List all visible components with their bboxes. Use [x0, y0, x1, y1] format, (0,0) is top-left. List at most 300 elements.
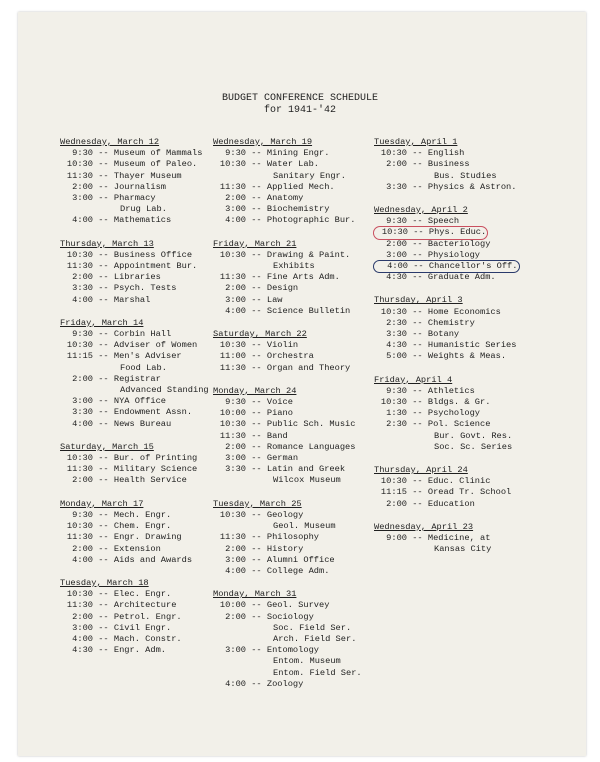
entry-time: 10:30 — [66, 249, 93, 260]
entry-time: 9:30 — [225, 148, 246, 159]
schedule-entry: 11:15 -- Men's Adviser — [60, 351, 209, 362]
entry-time: 2:00 — [72, 543, 93, 554]
schedule-entry: 11:30 -- Architecture — [60, 600, 209, 611]
schedule-entry: 2:00 -- Registrar — [60, 374, 209, 385]
schedule-entry: 11:30 -- Band — [213, 431, 362, 442]
schedule-entry: 10:30 -- Geology — [213, 510, 362, 521]
entry-time: 4:00 — [72, 633, 93, 644]
entry-time: 9:30 — [386, 216, 407, 227]
entry-time: 10:00 — [219, 408, 246, 419]
entry-department: Physiology — [427, 249, 480, 260]
schedule-entry: 2:00 -- Anatomy — [213, 193, 362, 204]
entry-time: 3:30 — [225, 464, 246, 475]
entry-department: Law — [266, 294, 283, 305]
entry-time: 2:00 — [72, 611, 93, 622]
entry-department-continued: Geol. Museum — [273, 521, 336, 532]
entry-department: Business Office — [113, 249, 193, 260]
entry-department: Engr. Drawing — [113, 532, 182, 543]
schedule-entry: 10:30 -- Home Economics — [374, 307, 519, 318]
entry-department: Endowment Assn. — [113, 407, 193, 418]
entry-department: Anatomy — [266, 193, 304, 204]
schedule-entry: 4:00 -- Photographic Bur. — [213, 215, 362, 226]
schedule-entry: 2:00 -- Design — [213, 283, 362, 294]
day-heading-text: Friday, March 14 — [60, 317, 144, 328]
day-heading-text: Friday, March 21 — [213, 238, 297, 249]
entry-department: Pol. Science — [427, 419, 491, 430]
entry-time: 11:15 — [380, 487, 407, 498]
day-heading-text: Tuesday, March 18 — [60, 577, 149, 588]
schedule-entry: 5:00 -- Weights & Meas. — [374, 351, 519, 362]
entry-time: 3:00 — [72, 622, 93, 633]
schedule-entry: 3:30 -- Physics & Astron. — [374, 182, 519, 193]
entry-time: 10:30 — [66, 453, 93, 464]
title-line-2: for 1941-'42 — [263, 105, 336, 116]
entry-time: 4:00 — [72, 418, 93, 429]
day-heading-text: Thursday, April 24 — [374, 465, 468, 476]
schedule-entry: 10:00 -- Piano — [213, 408, 362, 419]
day-heading — [213, 137, 362, 148]
schedule-entry: 2:00 -- History — [213, 544, 362, 555]
schedule-title — [0, 93, 600, 117]
schedule-entry: 2:00 -- Bacteriology — [374, 239, 519, 250]
entry-department: Sociology — [266, 611, 314, 622]
schedule-entry: 3:30 -- Latin and Greek — [213, 464, 362, 475]
schedule-entry: 2:00 -- Libraries — [60, 272, 209, 283]
schedule-entry: 2:30 -- Pol. Science — [374, 419, 519, 430]
schedule-entry: 10:30 -- Violin — [213, 340, 362, 351]
entry-department: Mining Engr. — [266, 148, 330, 159]
entry-department: Medicine, at — [427, 533, 491, 544]
entry-time: 9:30 — [72, 329, 93, 340]
entry-department: Geology — [266, 509, 304, 520]
day-block — [374, 375, 519, 453]
entry-department: Graduate Adm. — [427, 272, 496, 283]
entry-time: 10:30 — [219, 419, 246, 430]
entry-department: Marshal — [113, 294, 151, 305]
entry-time: 4:00 — [72, 215, 93, 226]
entry-time: 9:00 — [386, 533, 407, 544]
day-heading-text: Wednesday, March 19 — [213, 137, 313, 147]
entry-time: 10:30 — [380, 148, 407, 159]
schedule-entry: 3:00 -- Law — [213, 295, 362, 306]
entry-time: 10:30 — [381, 227, 408, 238]
schedule-entry: 11:30 -- Engr. Drawing — [60, 532, 209, 543]
entry-department: Bur. of Printing — [113, 453, 198, 464]
day-block — [60, 442, 209, 487]
entry-time: 3:00 — [225, 294, 246, 305]
schedule-entry: 4:00 -- College Adm. — [213, 566, 362, 577]
entry-department: Zoology — [266, 678, 304, 689]
schedule-entry: 2:00 -- Petrol. Engr. — [60, 612, 209, 623]
entry-department: Design — [266, 283, 299, 294]
entry-time: 10:30 — [219, 340, 246, 351]
entry-department: Alumni Office — [266, 554, 335, 565]
entry-department-continued: Wilcox Museum — [273, 475, 341, 486]
schedule-column-3 — [374, 137, 519, 568]
entry-department: Mech. Engr. — [113, 509, 172, 520]
entry-department: Physics & Astron. — [427, 181, 517, 192]
entry-department: Elec. Engr. — [113, 589, 172, 600]
schedule-entry: 11:30 -- Appointment Bur. — [60, 261, 209, 272]
entry-department: Water Lab. — [266, 159, 319, 170]
schedule-column-2 — [213, 137, 362, 702]
entry-time: 2:00 — [386, 159, 407, 170]
day-heading-text: Thursday, April 3 — [374, 295, 463, 306]
entry-department: Chancellor's Off. — [428, 261, 518, 272]
day-heading-text: Wednesday, April 23 — [374, 521, 474, 532]
entry-time: 4:00 — [72, 554, 93, 565]
day-block — [213, 239, 362, 317]
schedule-entry: 4:30 -- Graduate Adm. — [374, 272, 519, 283]
entry-department: Thayer Museum — [113, 170, 182, 181]
entry-department-continued: Kansas City — [434, 544, 492, 555]
entry-department: Business — [427, 159, 470, 170]
entry-department: Piano — [266, 408, 293, 419]
schedule-entry: 4:00 -- News Bureau — [60, 419, 209, 430]
schedule-entry: 3:00 -- Alumni Office — [213, 555, 362, 566]
schedule-entry: 4:00 -- Marshal — [60, 295, 209, 306]
entry-department-continued: Bur. Govt. Res. — [434, 430, 513, 441]
schedule-entry: 2:00 -- Health Service — [60, 475, 209, 486]
day-heading — [374, 295, 519, 306]
day-heading — [213, 589, 362, 600]
schedule-entry: 3:30 -- Botany — [374, 329, 519, 340]
entry-time: 11:30 — [219, 532, 246, 543]
entry-department: Voice — [266, 397, 293, 408]
schedule-entry: 4:00 -- Mach. Constr. — [60, 634, 209, 645]
entry-time: 2:30 — [386, 419, 407, 430]
entry-department-continued: Food Lab. — [120, 362, 167, 373]
day-heading-text: Monday, March 17 — [60, 498, 144, 509]
schedule-entry: 11:15 -- Oread Tr. School — [374, 487, 519, 498]
day-block — [60, 318, 209, 430]
schedule-entry: 11:30 -- Fine Arts Adm. — [213, 272, 362, 283]
schedule-entry: 11:30 -- Military Science — [60, 464, 209, 475]
entry-department: Botany — [427, 329, 460, 340]
entry-department: Mathematics — [113, 215, 172, 226]
schedule-entry: 3:00 -- Entomology — [213, 645, 362, 656]
entry-department: Museum of Mammals — [113, 148, 203, 159]
entry-department: Mach. Constr. — [113, 633, 182, 644]
entry-time: 11:30 — [66, 464, 93, 475]
entry-time: 4:30 — [72, 645, 93, 656]
entry-time: 9:30 — [72, 148, 93, 159]
entry-department: Weights & Meas. — [427, 351, 507, 362]
day-heading — [60, 239, 209, 250]
blue-circle-mark: 4:00 -- Chancellor's Off. — [374, 261, 519, 272]
entry-department-continued: Advanced Standing — [120, 385, 209, 396]
schedule-entry: 10:30 -- Bldgs. & Gr. — [374, 397, 519, 408]
entry-time: 11:30 — [219, 430, 246, 441]
schedule-entry: 4:00 -- Mathematics — [60, 215, 209, 226]
day-heading-text: Tuesday, March 25 — [213, 498, 302, 509]
schedule-entry: 4:30 -- Engr. Adm. — [60, 645, 209, 656]
entry-department: German — [266, 453, 299, 464]
entry-department-continued: Exhibits — [273, 261, 315, 272]
entry-department: Band — [266, 430, 288, 441]
schedule-entry: 2:00 -- Business — [374, 159, 519, 170]
entry-time: 4:00 — [225, 305, 246, 316]
day-heading-text: Wednesday, March 12 — [60, 137, 160, 147]
day-block — [213, 329, 362, 374]
day-block — [60, 499, 209, 566]
schedule-entry: 2:00 -- Sociology — [213, 612, 362, 623]
day-heading — [60, 499, 209, 510]
day-block — [374, 465, 519, 510]
schedule-entry: 10:30 -- Water Lab. — [213, 159, 362, 170]
schedule-entry: 4:00 -- Science Bulletin — [213, 306, 362, 317]
day-heading-text: Saturday, March 15 — [60, 441, 154, 452]
schedule-entry: 9:30 -- Speech — [374, 216, 519, 227]
entry-department: Drawing & Paint. — [266, 249, 351, 260]
entry-time: 3:30 — [72, 407, 93, 418]
entry-department-continued: Sanitary Engr. — [273, 170, 346, 181]
schedule-entry: 3:00 -- Pharmacy — [60, 193, 209, 204]
schedule-entry: 4:00 -- Aids and Awards — [60, 555, 209, 566]
schedule-entry: 3:00 -- Biochemistry — [213, 204, 362, 215]
day-heading — [374, 465, 519, 476]
entry-department: Health Service — [113, 475, 187, 486]
schedule-entry: 11:30 -- Applied Mech. — [213, 182, 362, 193]
schedule-entry: 3:00 -- German — [213, 453, 362, 464]
entry-department: Museum of Paleo. — [113, 159, 198, 170]
entry-department: Speech — [427, 216, 460, 227]
day-heading — [60, 442, 209, 453]
entry-time: 11:30 — [66, 600, 93, 611]
schedule-entry: 10:30 -- Chem. Engr. — [60, 521, 209, 532]
entry-time: 11:30 — [219, 181, 246, 192]
entry-department: News Bureau — [113, 418, 172, 429]
day-heading — [60, 318, 209, 329]
entry-time: 10:30 — [219, 249, 246, 260]
schedule-column-1 — [60, 137, 209, 668]
entry-department: Corbin Hall — [113, 329, 172, 340]
entry-department: Bldgs. & Gr. — [427, 397, 491, 408]
entry-time: 3:00 — [386, 249, 407, 260]
schedule-entry: 3:00 -- NYA Office — [60, 396, 209, 407]
day-heading — [60, 578, 209, 589]
schedule-entry: 3:00 -- Physiology — [374, 250, 519, 261]
schedule-entry: 10:30 -- Bur. of Printing — [60, 453, 209, 464]
schedule-entry: 10:30 -- Elec. Engr. — [60, 589, 209, 600]
entry-department: Organ and Theory — [266, 362, 351, 373]
entry-department: Engr. Adm. — [113, 645, 166, 656]
schedule-entry: 9:30 -- Athletics — [374, 386, 519, 397]
entry-department: Oread Tr. School — [427, 487, 512, 498]
entry-department: Extension — [113, 543, 161, 554]
schedule-entry: 3:30 -- Endowment Assn. — [60, 407, 209, 418]
entry-department: Orchestra — [266, 351, 314, 362]
entry-department-continued: Arch. Field Ser. — [273, 633, 357, 644]
entry-department: Education — [427, 498, 475, 509]
entry-department: Entomology — [266, 645, 319, 656]
day-heading — [213, 386, 362, 397]
entry-department: Science Bulletin — [266, 305, 351, 316]
entry-time: 4:30 — [386, 340, 407, 351]
schedule-entry: 4:30 -- Humanistic Series — [374, 340, 519, 351]
entry-department: Biochemistry — [266, 204, 330, 215]
entry-time: 3:00 — [225, 453, 246, 464]
schedule-entry: 11:00 -- Orchestra — [213, 351, 362, 362]
schedule-entry: 9:30 -- Museum of Mammals — [60, 148, 209, 159]
day-block — [374, 522, 519, 556]
day-heading — [374, 137, 519, 148]
day-block — [213, 589, 362, 690]
entry-time: 4:00 — [387, 261, 408, 272]
entry-time: 2:00 — [386, 238, 407, 249]
entry-time: 2:00 — [225, 283, 246, 294]
day-heading-text: Monday, March 31 — [213, 589, 297, 600]
entry-department: NYA Office — [113, 396, 166, 407]
entry-department: Applied Mech. — [266, 181, 335, 192]
entry-department: Home Economics — [427, 306, 501, 317]
entry-department: College Adm. — [266, 565, 330, 576]
day-block — [374, 205, 519, 283]
entry-department: Violin — [266, 340, 299, 351]
entry-department: Men's Adviser — [113, 351, 182, 362]
entry-time: 2:00 — [72, 373, 93, 384]
entry-time: 2:00 — [72, 272, 93, 283]
entry-department: Athletics — [427, 385, 475, 396]
schedule-entry: 9:30 -- Mining Engr. — [213, 148, 362, 159]
schedule-entry: 2:30 -- Chemistry — [374, 318, 519, 329]
day-heading — [374, 522, 519, 533]
entry-time: 11:30 — [66, 532, 93, 543]
entry-department: English — [427, 148, 465, 159]
entry-department-continued: Soc. Sc. Series — [434, 441, 513, 452]
entry-time: 2:00 — [72, 475, 93, 486]
schedule-entry: 9:30 -- Corbin Hall — [60, 329, 209, 340]
entry-time: 3:30 — [386, 329, 407, 340]
schedule-entry: 3:30 -- Psych. Tests — [60, 283, 209, 294]
schedule-entry: 11:30 -- Philosophy — [213, 532, 362, 543]
entry-department: Petrol. Engr. — [113, 611, 182, 622]
entry-time: 3:00 — [225, 645, 246, 656]
entry-time: 10:00 — [219, 600, 246, 611]
day-heading — [213, 239, 362, 250]
entry-department: Photographic Bur. — [266, 215, 356, 226]
entry-time: 2:00 — [386, 498, 407, 509]
entry-time: 4:00 — [72, 294, 93, 305]
schedule-entry: 10:30 -- Educ. Clinic — [374, 476, 519, 487]
entry-department: Romance Languages — [266, 441, 356, 452]
entry-department: Public Sch. Music — [266, 419, 356, 430]
entry-department-continued: Entom. Field Ser. — [273, 667, 362, 678]
schedule-entry — [374, 261, 519, 272]
schedule-entry: 10:30 -- Adviser of Women — [60, 340, 209, 351]
red-circle-mark: 10:30 -- Phys. Educ. — [374, 227, 487, 238]
entry-time: 4:30 — [386, 272, 407, 283]
entry-department: Aids and Awards — [113, 554, 193, 565]
entry-department: Pharmacy — [113, 193, 156, 204]
entry-time: 1:30 — [386, 408, 407, 419]
schedule-entry: 10:30 -- Public Sch. Music — [213, 419, 362, 430]
entry-department: Registrar — [113, 373, 161, 384]
entry-department: Adviser of Women — [113, 340, 198, 351]
schedule-entry: 11:30 -- Organ and Theory — [213, 363, 362, 374]
day-block — [60, 239, 209, 306]
entry-department: Fine Arts Adm. — [266, 272, 340, 283]
schedule-entry: 3:00 -- Civil Engr. — [60, 623, 209, 634]
entry-department: Military Science — [113, 464, 198, 475]
entry-department: Educ. Clinic — [427, 476, 491, 487]
day-heading — [60, 137, 209, 148]
entry-department: Civil Engr. — [113, 622, 172, 633]
entry-time: 2:30 — [386, 317, 407, 328]
entry-department: Philosophy — [266, 532, 319, 543]
schedule-entry: 9:30 -- Mech. Engr. — [60, 510, 209, 521]
entry-department: Journalism — [113, 181, 166, 192]
entry-time: 11:30 — [219, 362, 246, 373]
schedule-entry: 9:30 -- Voice — [213, 397, 362, 408]
day-heading-text: Thursday, March 13 — [60, 238, 154, 249]
day-block — [213, 499, 362, 577]
entry-time: 10:30 — [380, 397, 407, 408]
entry-time: 5:00 — [386, 351, 407, 362]
day-heading — [374, 375, 519, 386]
entry-department: Latin and Greek — [266, 464, 346, 475]
entry-time: 3:00 — [72, 396, 93, 407]
day-block — [60, 578, 209, 656]
day-heading-text: Friday, April 4 — [374, 374, 453, 385]
entry-time: 10:30 — [66, 589, 93, 600]
day-heading-text: Wednesday, April 2 — [374, 205, 468, 216]
schedule-entry: 10:30 -- Business Office — [60, 250, 209, 261]
entry-time: 10:30 — [380, 306, 407, 317]
entry-department: Chemistry — [427, 317, 475, 328]
schedule-entry: 10:30 -- Museum of Paleo. — [60, 159, 209, 170]
entry-department: Architecture — [113, 600, 177, 611]
entry-time: 11:30 — [66, 170, 93, 181]
schedule-entry — [374, 227, 519, 238]
entry-time: 10:30 — [380, 476, 407, 487]
entry-time: 10:30 — [219, 159, 246, 170]
day-heading — [213, 329, 362, 340]
entry-time: 9:30 — [386, 385, 407, 396]
day-heading-text: Monday, March 24 — [213, 385, 297, 396]
entry-time: 10:30 — [66, 521, 93, 532]
day-block — [60, 137, 209, 227]
entry-time: 3:00 — [72, 193, 93, 204]
schedule-entry: 10:00 -- Geol. Survey — [213, 600, 362, 611]
entry-department: Appointment Bur. — [113, 261, 198, 272]
entry-time: 2:00 — [225, 611, 246, 622]
entry-department: Humanistic Series — [427, 340, 517, 351]
entry-department: Psych. Tests — [113, 283, 177, 294]
entry-department-continued: Soc. Field Ser. — [273, 622, 352, 633]
entry-time: 4:00 — [225, 678, 246, 689]
title-line-1: BUDGET CONFERENCE SCHEDULE — [221, 93, 379, 104]
entry-time: 9:30 — [72, 509, 93, 520]
entry-department-continued: Entom. Museum — [273, 656, 341, 667]
entry-time: 11:00 — [219, 351, 246, 362]
schedule-entry: 4:00 -- Zoology — [213, 679, 362, 690]
entry-time: 10:30 — [66, 159, 93, 170]
day-heading-text: Saturday, March 22 — [213, 329, 307, 340]
entry-time: 3:30 — [386, 181, 407, 192]
day-heading — [374, 205, 519, 216]
day-block — [374, 295, 519, 362]
entry-time: 3:00 — [225, 554, 246, 565]
day-block — [213, 386, 362, 487]
entry-department: Bacteriology — [427, 238, 491, 249]
schedule-entry: 2:00 -- Education — [374, 499, 519, 510]
schedule-entry: 2:00 -- Extension — [60, 544, 209, 555]
schedule-entry: 11:30 -- Thayer Museum — [60, 171, 209, 182]
entry-department: History — [266, 543, 304, 554]
schedule-entry: 10:30 -- Drawing & Paint. — [213, 250, 362, 261]
schedule-entry: 9:00 -- Medicine, at — [374, 533, 519, 544]
